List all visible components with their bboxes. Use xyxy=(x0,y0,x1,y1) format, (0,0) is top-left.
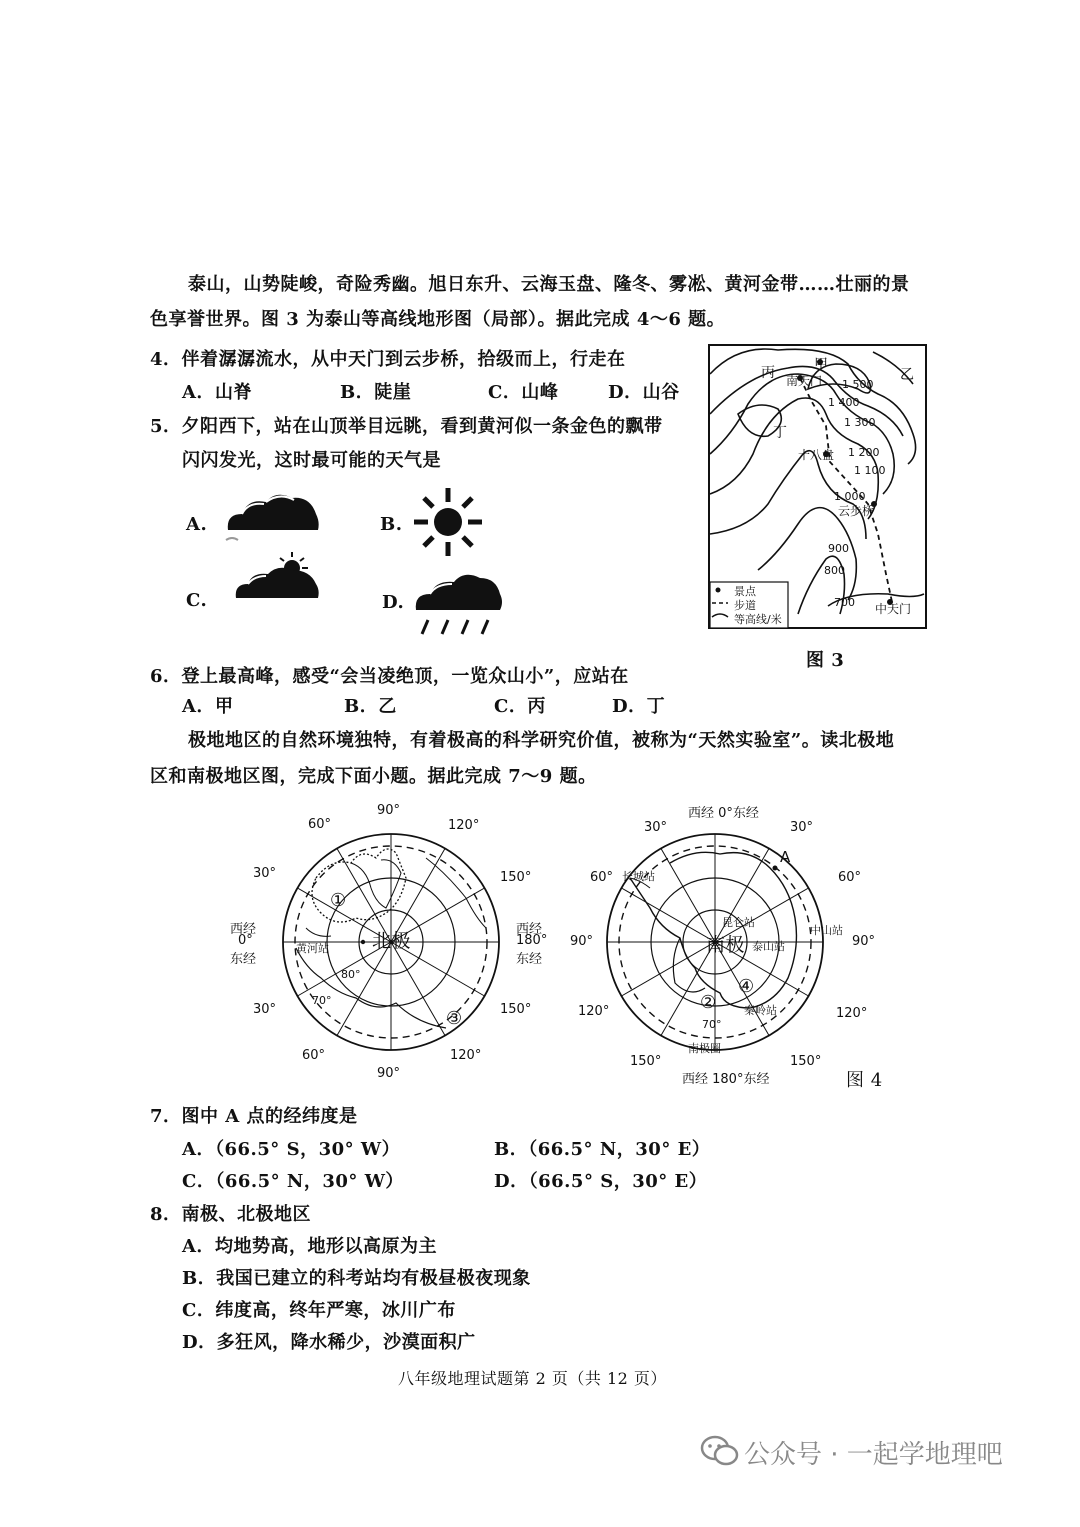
south-lon-120-left: 120° xyxy=(578,1004,610,1019)
changcheng-station-label: 长城站 xyxy=(622,870,655,883)
contour-1300: 1 300 xyxy=(844,416,876,429)
contour-700: 700 xyxy=(834,596,855,609)
south-point-a-label: A xyxy=(780,848,791,866)
north-lon-top: 90° xyxy=(377,803,401,818)
q6-option-c: C．丙 xyxy=(494,696,546,717)
q7-option-b: B．（66.5° N，30° E） xyxy=(494,1139,711,1160)
contour-1500: 1 500 xyxy=(842,378,874,391)
fig3-label-zhongtianmen: 中天门 xyxy=(875,602,912,616)
north-lat-80: 80° xyxy=(341,968,361,981)
contour-1400: 1 400 xyxy=(828,396,860,409)
north-lon-120-top: 120° xyxy=(448,818,480,833)
fig3-label-nantianmen: 南天门 xyxy=(786,374,823,388)
north-marker-1: ① xyxy=(330,890,347,911)
north-lon-30-top: 30° xyxy=(253,866,277,881)
fig3-label-bing: 丙 xyxy=(761,365,775,381)
qinling-station-label: 秦岭站 xyxy=(744,1004,777,1017)
q5-option-d: D. xyxy=(382,592,405,613)
wechat-icon xyxy=(700,1434,740,1468)
watermark-text: 公众号 · 一起学地理吧 xyxy=(744,1440,1003,1470)
north-180-label: 180° xyxy=(516,933,548,948)
q4-option-c: C．山峰 xyxy=(488,382,559,403)
south-lon-30-left: 30° xyxy=(644,820,668,835)
north-lon-60-bottom: 60° xyxy=(302,1048,326,1063)
antarctic-circle-label: 南极圈 xyxy=(688,1042,721,1055)
contour-800: 800 xyxy=(824,564,845,577)
south-lon-bottom: 西经 180°东经 xyxy=(682,1072,770,1087)
q4-option-a: A．山脊 xyxy=(182,382,252,403)
legend-path: 步道 xyxy=(734,599,756,612)
rainy-icon xyxy=(410,566,506,638)
fig4-caption: 图 4 xyxy=(846,1070,883,1091)
north-lon-150-bottom: 150° xyxy=(500,1002,532,1017)
huanghe-station-label: 黄河站 xyxy=(296,942,329,955)
intro-line-1: 泰山，山势陡峻，奇险秀幽。旭日东升、云海玉盘、隆冬、雾凇、黄河金带……壮丽的景 xyxy=(188,274,910,295)
south-lon-150-right: 150° xyxy=(790,1054,822,1069)
q8-option-b: B．我国已建立的科考站均有极昼极夜现象 xyxy=(182,1268,531,1289)
partly-cloudy-icon xyxy=(230,548,326,604)
page-footer: 八年级地理试题第 2 页（共 12 页） xyxy=(398,1369,667,1388)
q5-stem-2: 闪闪发光，这时最可能的天气是 xyxy=(182,450,441,471)
south-lon-60-left: 60° xyxy=(590,870,614,885)
south-lon-150-left: 150° xyxy=(630,1054,662,1069)
fig3-caption: 图 3 xyxy=(806,650,845,671)
q7-option-c: C．（66.5° N，30° W） xyxy=(182,1171,404,1192)
north-marker-3: ③ xyxy=(446,1008,463,1029)
north-lon-30-bottom: 30° xyxy=(253,1002,277,1017)
contour-900: 900 xyxy=(828,542,849,555)
legend-contour: 等高线/米 xyxy=(734,613,782,626)
fig3-label-yunbuqiao: 云步桥 xyxy=(838,504,875,518)
south-lon-top: 西经 0°东经 xyxy=(688,806,759,821)
south-lon-120-right: 120° xyxy=(836,1006,868,1021)
taishan-station-label: 泰山站 xyxy=(752,940,785,953)
north-east-label-right: 东经 xyxy=(516,952,543,967)
south-lon-90-left: 90° xyxy=(570,934,594,949)
q6-option-b: B．乙 xyxy=(344,696,397,717)
cloudy-icon xyxy=(220,488,324,548)
contour-1000: 1 000 xyxy=(834,490,866,503)
q4-option-b: B．陡崖 xyxy=(340,382,412,403)
q8-option-c: C．纬度高，终年严寒，冰川广布 xyxy=(182,1300,456,1321)
contour-1100: 1 100 xyxy=(854,464,886,477)
q4-stem: 4．伴着潺潺流水，从中天门到云步桥，拾级而上，行走在 xyxy=(150,349,626,370)
south-lon-60-right: 60° xyxy=(838,870,862,885)
q8-stem: 8．南极、北极地区 xyxy=(150,1204,312,1225)
north-west-label-right: 西经 xyxy=(516,922,543,937)
north-zero-label: 0° xyxy=(238,933,253,948)
q8-option-a: A．均地势高，地形以高原为主 xyxy=(182,1236,437,1257)
north-pole-label: 北极 xyxy=(372,930,412,952)
south-lon-90-right: 90° xyxy=(852,934,876,949)
fig3-label-shibapan: 十八盘 xyxy=(798,448,835,462)
q6-stem: 6．登上最高峰，感受“会当凌绝顶，一览众山小”，应站在 xyxy=(150,666,629,687)
fig3-label-ding: 丁 xyxy=(773,425,787,441)
q6-option-d: D．丁 xyxy=(612,696,666,717)
legend-point: 景点 xyxy=(734,585,756,598)
q4-option-d: D．山谷 xyxy=(608,382,680,403)
q7-option-d: D．（66.5° S，30° E） xyxy=(494,1171,708,1192)
q5-option-b: B. xyxy=(380,514,403,535)
kunlun-station-label: 昆仑站 xyxy=(722,916,755,929)
q6-option-a: A．甲 xyxy=(182,696,234,717)
q8-option-d: D．多狂风，降水稀少，沙漠面积广 xyxy=(182,1332,476,1353)
north-lon-bottom: 90° xyxy=(377,1066,401,1081)
intro2-line-1: 极地地区的自然环境独特，有着极高的科学研究价值，被称为“天然实验室”。读北极地 xyxy=(188,730,895,751)
q5-option-c: C. xyxy=(186,590,208,611)
q5-stem-1: 5．夕阳西下，站在山顶举目远眺，看到黄河似一条金色的飘带 xyxy=(150,416,663,437)
q7-option-a: A．（66.5° S，30° W） xyxy=(182,1139,401,1160)
south-marker-4: ④ xyxy=(738,976,755,997)
north-lat-70: 70° xyxy=(312,994,332,1007)
south-marker-2: ② xyxy=(700,992,717,1013)
north-east-label: 东经 xyxy=(230,952,257,967)
north-west-label: 西经 xyxy=(230,922,257,937)
fig3-label-jia: 甲 xyxy=(814,357,828,373)
south-pole-label: 南极 xyxy=(706,934,746,956)
zhongshan-station-label: 中山站 xyxy=(810,924,843,937)
fig3-label-yi: 乙 xyxy=(900,367,914,383)
q5-option-a: A. xyxy=(186,514,208,535)
south-lat-70: 70° xyxy=(702,1018,722,1031)
q7-stem: 7．图中 A 点的经纬度是 xyxy=(150,1106,358,1127)
contour-1200: 1 200 xyxy=(848,446,880,459)
south-lon-30-right: 30° xyxy=(790,820,814,835)
north-lon-120-bottom: 120° xyxy=(450,1048,482,1063)
intro-line-2: 色享誉世界。图 3 为泰山等高线地形图（局部）。据此完成 4～6 题。 xyxy=(150,309,726,330)
north-lon-60-top: 60° xyxy=(308,817,332,832)
north-lon-150-top: 150° xyxy=(500,870,532,885)
sunny-icon xyxy=(412,486,484,558)
intro2-line-2: 区和南极地区图，完成下面小题。据此完成 7～9 题。 xyxy=(150,766,597,787)
